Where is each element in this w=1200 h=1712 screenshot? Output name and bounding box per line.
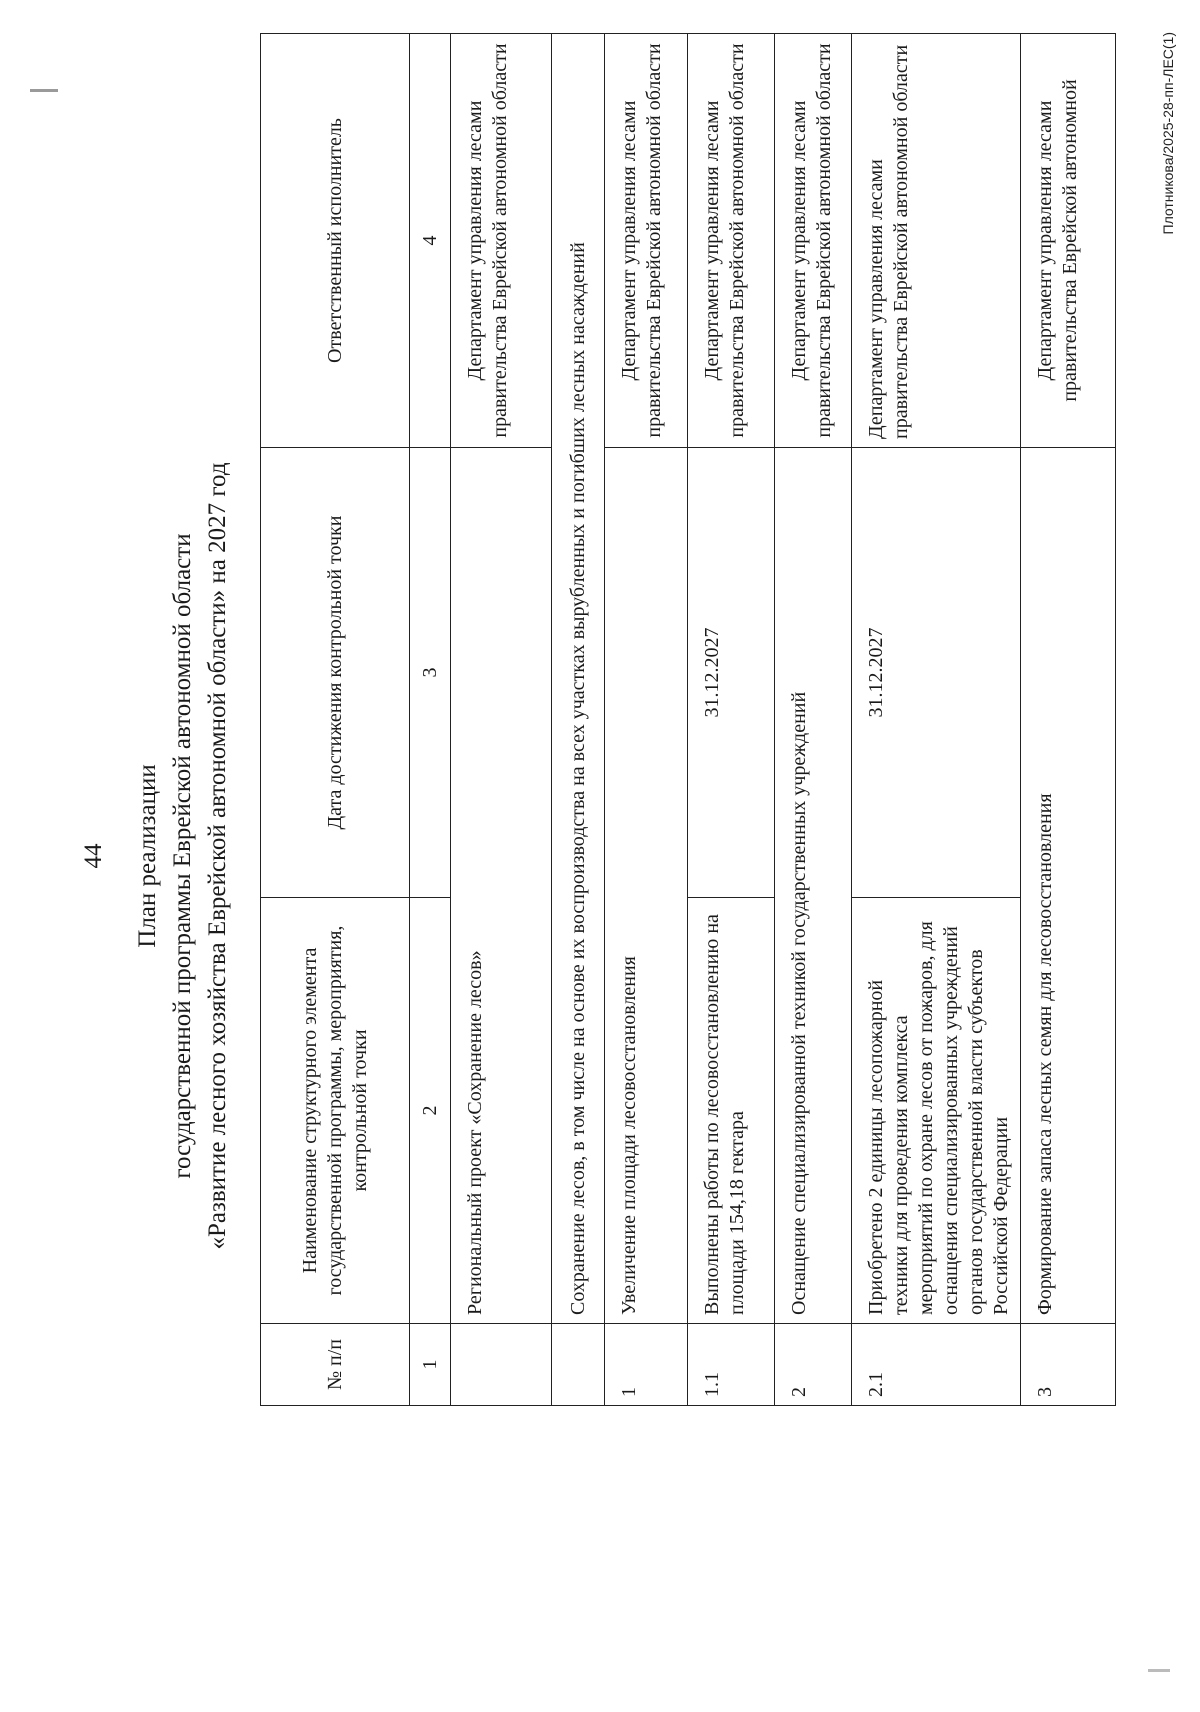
column-number: 4	[410, 34, 451, 448]
column-number: 3	[410, 448, 451, 898]
cell-num: 3	[1021, 1324, 1116, 1406]
header-name: Наименование структурного элемента государственной программы, мероприятия, контрольной точки	[261, 898, 410, 1324]
column-number: 1	[410, 1324, 451, 1406]
cell-num	[552, 1324, 605, 1406]
column-number: 2	[410, 898, 451, 1324]
document-title	[130, 0, 235, 1712]
cell-executor: Департамент управления лесами правительства Еврейской автономной области	[852, 34, 1021, 448]
table-row	[605, 34, 688, 1406]
table-row	[688, 34, 775, 1406]
cell-num	[451, 1324, 552, 1406]
cell-executor: Департамент управления лесами правительства Еврейской автономной области	[775, 34, 852, 448]
column-numbers-row	[410, 34, 451, 1406]
table-header-row	[261, 34, 410, 1406]
cell-name: Формирование запаса лесных семян для лесовосстановления	[1021, 448, 1116, 1324]
cell-num: 2.1	[852, 1324, 1021, 1406]
title-line-1: План реализации	[134, 764, 161, 948]
cell-date: 31.12.2027	[688, 448, 775, 898]
title-line-3: «Развитие лесного хозяйства Еврейской автономной области» на 2027 год	[204, 462, 231, 1250]
cell-date: 31.12.2027	[852, 448, 1021, 898]
table-row-regional-project	[451, 34, 552, 1406]
cell-project-executor: Департамент управления лесами правительства Еврейской автономной области	[451, 34, 552, 448]
header-num: № п/п	[261, 1324, 410, 1406]
cell-task-text: Сохранение лесов, в том числе на основе их воспроизводства на всех участках вырубленных и погибших лесных насаждений	[552, 34, 605, 1324]
scan-artifact	[30, 89, 58, 92]
page-number: 44	[80, 843, 107, 869]
header-executor: Ответственный исполнитель	[261, 34, 410, 448]
cell-executor: Департамент управления лесами правительства Еврейской автономной области	[688, 34, 775, 448]
title-line-2: государственной программы Еврейской автономной области	[169, 533, 196, 1179]
document-code: Плотникова/2025-28-пп-ЛЕС(1)	[1160, 32, 1176, 235]
cell-num: 1	[605, 1324, 688, 1406]
table-row-task	[552, 34, 605, 1406]
cell-num: 1.1	[688, 1324, 775, 1406]
cell-name: Приобретено 2 единицы лесопожарной техники для проведения комплекса мероприятий по охране лесов от пожаров, для оснащения специализированных учреждений органов государственной власти субъектов Российской Федерации	[852, 898, 1021, 1324]
cell-name: Оснащение специализированной техникой государственных учреждений	[775, 448, 852, 1324]
cell-num: 2	[775, 1324, 852, 1406]
cell-executor: Департамент управления лесами правительства Еврейской автономной области	[605, 34, 688, 448]
cell-executor: Департамент управления лесами правительства Еврейской автономной	[1021, 34, 1116, 448]
table-row	[852, 34, 1021, 1406]
table-row	[1021, 34, 1116, 1406]
plan-table	[260, 33, 1116, 1406]
cell-project-name: Региональный проект «Сохранение лесов»	[451, 448, 552, 1324]
scan-artifact	[1148, 1669, 1170, 1672]
cell-name: Увеличение площади лесовосстановления	[605, 448, 688, 1324]
header-date: Дата достижения контрольной точки	[261, 448, 410, 898]
table-row	[775, 34, 852, 1406]
cell-name: Выполнены работы по лесовосстановлению на площади 154,18 гектара	[688, 898, 775, 1324]
